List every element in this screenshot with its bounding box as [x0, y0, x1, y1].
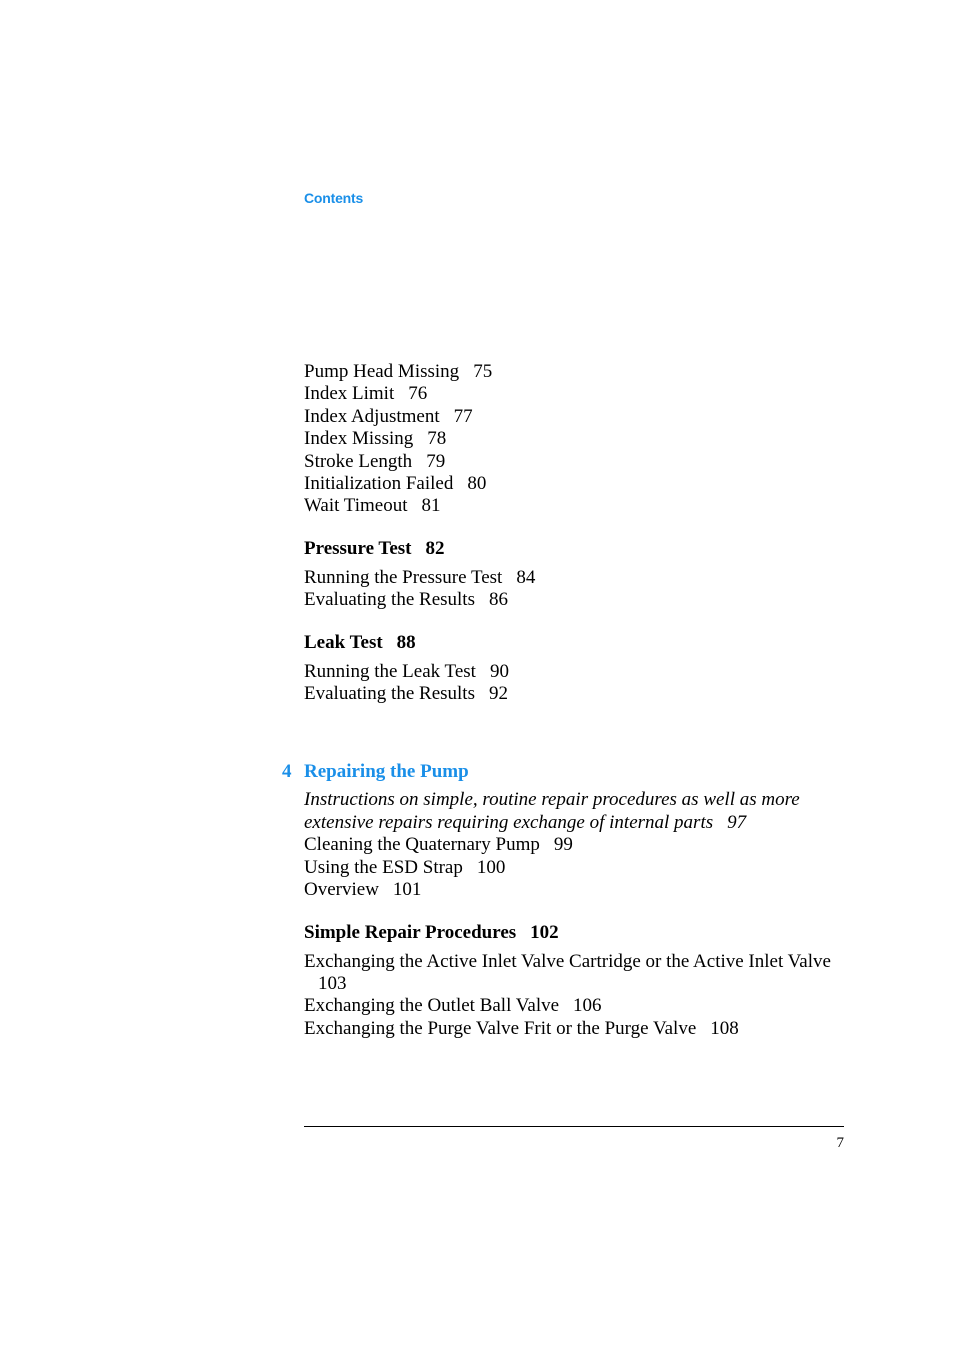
toc-group-pump-errors: [304, 361, 844, 518]
chapter-number: 4: [282, 761, 292, 783]
toc-entry[interactable]: [304, 406, 844, 428]
toc-entry[interactable]: [304, 495, 844, 517]
toc-entry[interactable]: [304, 857, 844, 879]
toc-entry[interactable]: [304, 451, 844, 473]
toc-entry-page: 76: [408, 383, 428, 405]
toc-entry-title: Running the Leak Test: [304, 660, 476, 682]
toc-entry-title: Evaluating the Results: [304, 683, 475, 705]
toc-entry-page: 79: [426, 450, 446, 472]
toc-entry-page: 106: [573, 995, 602, 1017]
toc-entry-page: 84: [516, 566, 536, 588]
toc-entry-page: 100: [476, 856, 506, 878]
toc-entry[interactable]: [304, 473, 844, 495]
toc-entry-page: 78: [427, 428, 447, 450]
toc-entry-title: Cleaning the Quaternary Pump: [304, 834, 540, 856]
section-title: Leak Test: [304, 631, 383, 653]
toc-entry-page: 75: [473, 361, 493, 382]
table-of-contents: [282, 361, 844, 1040]
toc-entry[interactable]: [304, 361, 844, 383]
toc-entry-title: Running the Pressure Test: [304, 566, 503, 588]
toc-entry[interactable]: [304, 661, 844, 683]
toc-section-pressure-test[interactable]: [304, 538, 844, 560]
toc-entry-title: Exchanging the Outlet Ball Valve: [304, 995, 560, 1017]
toc-entry-page: 108: [710, 1017, 739, 1039]
toc-entry-title: Evaluating the Results: [304, 589, 475, 611]
toc-entry[interactable]: [304, 683, 844, 705]
toc-entry-title: Overview: [304, 879, 379, 901]
section-page: 102: [530, 921, 559, 943]
toc-entry[interactable]: [304, 1018, 844, 1040]
toc-entry[interactable]: [304, 995, 844, 1017]
running-header-contents: Contents: [304, 190, 364, 206]
section-title: Simple Repair Procedures: [304, 921, 517, 943]
section-page: 88: [396, 631, 416, 653]
toc-entry-title: Index Missing: [304, 428, 414, 450]
toc-entry-page: 80: [467, 473, 487, 495]
toc-chapter-repairing-the-pump[interactable]: [282, 761, 844, 783]
toc-entry[interactable]: [304, 428, 844, 450]
toc-entry-title: Exchanging the Active Inlet Valve Cartridge or the Active Inlet Valve: [304, 950, 831, 972]
page-number: 7: [836, 1135, 844, 1151]
toc-entry-page: 81: [421, 495, 441, 517]
chapter-description-page: 97: [727, 811, 747, 833]
toc-entry-title: Pump Head Missing: [304, 361, 460, 382]
toc-entry[interactable]: [304, 879, 844, 901]
toc-entry[interactable]: [304, 834, 844, 856]
toc-entry-page: 77: [453, 405, 473, 427]
chapter-title: Repairing the Pump: [304, 761, 469, 783]
toc-entry-title: Exchanging the Purge Valve Frit or the Purge Valve: [304, 1017, 697, 1039]
toc-entry[interactable]: [304, 589, 844, 611]
toc-entry-page: 86: [488, 589, 508, 611]
toc-entry[interactable]: [304, 567, 844, 589]
toc-entry-page: 92: [488, 683, 508, 705]
toc-entry[interactable]: [304, 383, 844, 405]
section-page: 82: [425, 537, 445, 559]
toc-entry-page: 99: [553, 834, 573, 856]
toc-entry-title: Initialization Failed: [304, 473, 454, 495]
toc-section-leak-test[interactable]: [304, 632, 844, 654]
toc-entry-title: Wait Timeout: [304, 495, 408, 517]
chapter-description[interactable]: [304, 789, 834, 834]
footer-divider: [304, 1126, 844, 1127]
toc-entry[interactable]: [304, 951, 844, 996]
toc-section-simple-repair-procedures[interactable]: [304, 922, 844, 944]
toc-entry-title: Index Adjustment: [304, 405, 440, 427]
section-title: Pressure Test: [304, 537, 412, 559]
toc-entry-title: Stroke Length: [304, 450, 413, 472]
toc-entry-page: 101: [392, 879, 422, 901]
chapter-description-text: Instructions on simple, routine repair procedures as well as more extensive repairs requiring exchange of internal parts: [304, 789, 800, 833]
toc-entry-title: Index Limit: [304, 383, 395, 405]
toc-entry-page: 103: [318, 972, 347, 994]
toc-entry-title: Using the ESD Strap: [304, 856, 463, 878]
toc-entry-page: 90: [489, 660, 509, 682]
